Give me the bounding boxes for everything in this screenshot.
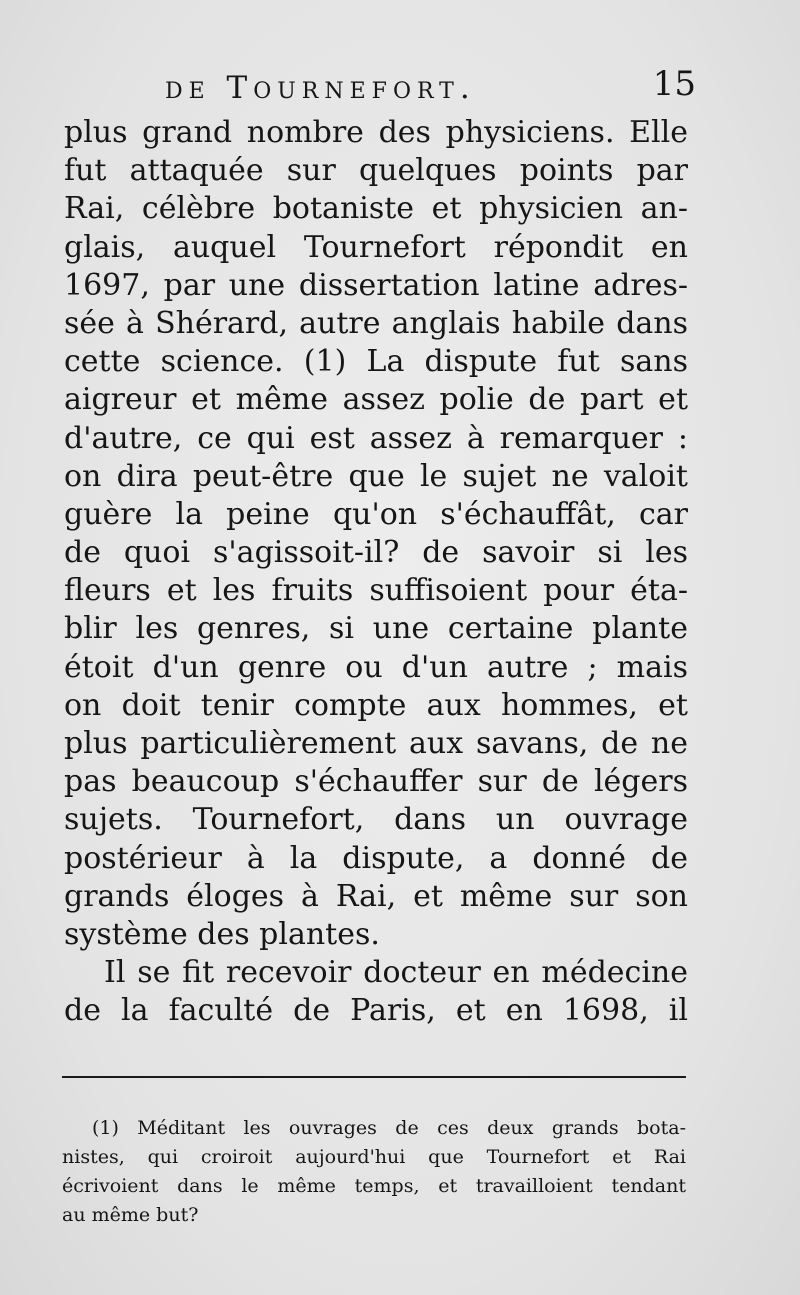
footnote-line: au même but? [62,1204,199,1226]
text-line: de quoi s'agissoit-il? de savoir si les [64,535,688,571]
running-title: de Tournefort. [165,70,476,106]
running-head [0,64,800,104]
text-line: fleurs et les fruits suffisoient pour éta- [64,573,688,609]
text-line: on doit tenir compte aux hommes, et [64,687,688,723]
footnote-line: écrivoient dans le même temps, et travailloient tendant [62,1175,686,1197]
text-line: plus grand nombre des physiciens. Elle [64,115,688,150]
body-text [64,114,688,1031]
text-line: on dira peut-être que le sujet ne valoit [64,458,688,494]
footnote [62,1114,686,1230]
text-line: grands éloges à Rai, et même sur son [64,878,688,914]
text-line: étoit d'un genre ou d'un autre ; mais [64,649,688,685]
text-line: sujets. Tournefort, dans un ouvrage [64,802,688,838]
text-line: guère la peine qu'on s'échauffât, car [64,496,688,532]
text-line: système des plantes. [64,916,380,952]
text-line: sée à Shérard, autre anglais habile dans [64,305,688,341]
text-line: d'autre, ce qui est assez à remarquer : [64,420,688,456]
text-line: glais, auquel Tournefort répondit en [64,229,688,265]
text-line: 1697, par une dissertation latine adres- [64,267,688,303]
text-line: cette science. (1) La dispute fut sans [64,344,688,380]
footnote-line: (1) Méditant les ouvrages de ces deux grands bota- [92,1117,686,1139]
text-line: aigreur et même assez polie de part et [64,382,688,418]
footnote-rule [62,1076,686,1078]
text-line: Rai, célèbre botaniste et physicien an- [64,191,688,227]
page-number: 15 [652,64,696,104]
text-line: fut attaquée sur quelques points par [64,153,688,189]
text-line: de la faculté de Paris, et en 1698, il [64,993,688,1029]
text-line: plus particulièrement aux savans, de ne [64,726,688,761]
text-line: Il se fit recevoir docteur en médecine [104,955,688,991]
text-line: blir les genres, si une certaine plante [64,611,688,647]
text-line: pas beaucoup s'échauffer sur de légers [64,764,688,800]
footnote-line: nistes, qui croiroit aujourd'hui que Tournefort et Rai [62,1146,686,1168]
text-line: postérieur à la dispute, a donné de [64,840,688,876]
